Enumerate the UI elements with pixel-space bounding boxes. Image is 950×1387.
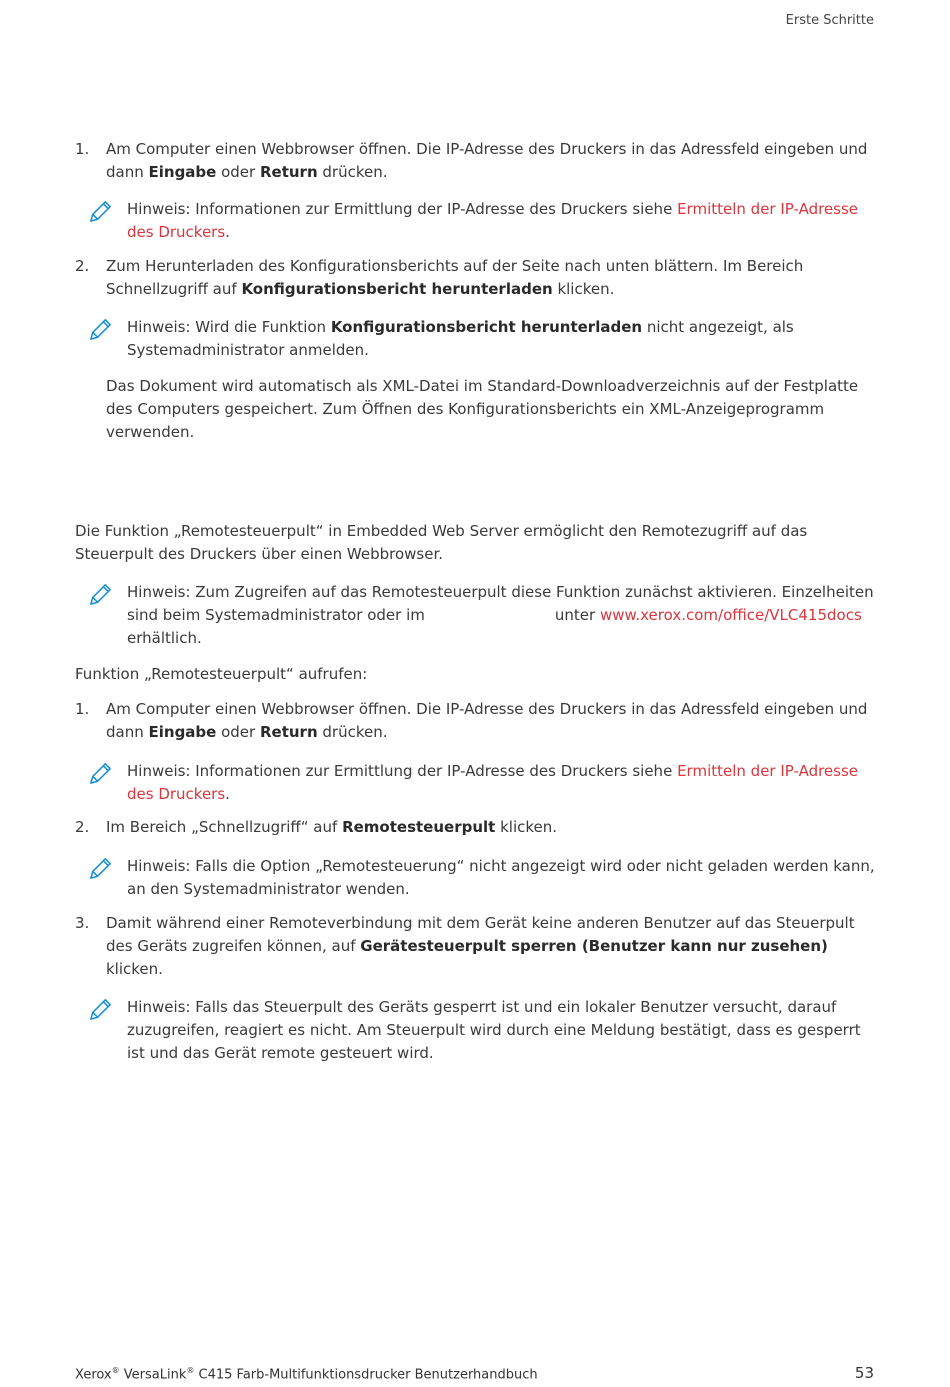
text-run: drücken. xyxy=(317,163,388,181)
text-run: Am Computer einen Webbrowser öffnen. Die IP-Adresse des Druckers in das Adressfeld eingeben und dann xyxy=(106,700,868,741)
text-run: oder xyxy=(216,723,260,741)
footer-document-title xyxy=(75,1366,538,1382)
text-run: Zum Herunterladen des Konfigurationsberichts auf der Seite nach unten blättern. Im Bereich Schnellzugriff auf xyxy=(106,257,804,298)
step-number: 2. xyxy=(75,257,90,275)
note xyxy=(87,316,875,362)
registered-mark: ® xyxy=(186,1366,195,1375)
step-number: 1. xyxy=(75,140,90,158)
ui-term: Eingabe xyxy=(148,723,217,741)
page-number: 53 xyxy=(854,1364,874,1382)
product-name: VersaLink xyxy=(119,1367,187,1383)
ui-term: Return xyxy=(259,163,318,181)
ui-term: Return xyxy=(259,723,318,741)
pencil-icon xyxy=(87,855,127,901)
ui-term: Gerätesteuerpult sperren (Benutzer kann nur zusehen) xyxy=(360,937,828,955)
note xyxy=(87,855,875,901)
pencil-icon xyxy=(87,316,127,362)
text-run: unter xyxy=(554,606,600,624)
step-number: 2. xyxy=(75,818,90,836)
list-item xyxy=(75,698,875,744)
title-text: C415 Farb-Multifunktionsdrucker Benutzerhandbuch xyxy=(194,1367,538,1383)
paragraph: Das Dokument wird automatisch als XML-Datei im Standard-Downloadverzeichnis auf der Festplatte des Computers gespeichert. Zum Öffnen des Konfigurationsberichts ein XML-Anzeigeprogramm verwenden. xyxy=(106,377,859,441)
text-run: . xyxy=(225,223,230,241)
text-run: Hinweis: Informationen zur Ermittlung der IP-Adresse des Druckers siehe xyxy=(127,200,678,218)
pencil-icon xyxy=(87,581,127,650)
text-run: klicken. xyxy=(106,960,163,978)
pencil-icon xyxy=(87,996,127,1065)
list-item xyxy=(75,255,875,301)
note xyxy=(87,198,875,244)
note-text xyxy=(127,760,875,806)
step-number: 1. xyxy=(75,700,90,718)
page-content xyxy=(75,138,875,1065)
note-text xyxy=(127,316,875,362)
ui-term: Konfigurationsbericht herunterladen xyxy=(241,280,553,298)
ui-term: Eingabe xyxy=(148,163,217,181)
note xyxy=(87,996,875,1065)
note xyxy=(87,581,875,650)
text-run: Hinweis: Zum Zugreifen auf das Remotesteuerpult diese Funktion zunächst aktivieren. Einzelheiten sind beim Systemadministrator oder im xyxy=(127,583,874,624)
url-link[interactable]: www.xerox.com/office/VLC415docs xyxy=(599,606,862,624)
text-run: Am Computer einen Webbrowser öffnen. Die IP-Adresse des Druckers in das Adressfeld eingeben und dann xyxy=(106,140,868,181)
cross-reference-link[interactable]: Ermitteln der IP-Adresse des Druckers xyxy=(127,200,859,241)
step-text xyxy=(106,912,875,981)
lead-paragraph: Funktion „Remotesteuerpult“ aufrufen: xyxy=(75,665,368,683)
note-text: Hinweis: Falls das Steuerpult des Geräts gesperrt ist und ein lokaler Benutzer versucht, darauf zuzugreifen, reagiert es nicht. Am Steuerpult wird durch eine Meldung bestätigt, dass es gesperrt ist und das Gerät remote gesteuert wird. xyxy=(127,998,861,1062)
text-run: klicken. xyxy=(495,818,558,836)
brand-name: Xerox xyxy=(75,1367,112,1383)
text-run: Hinweis: Wird die Funktion xyxy=(127,318,331,336)
list-item xyxy=(75,138,875,184)
note-text xyxy=(127,581,875,650)
intro-paragraph: Die Funktion „Remotesteuerpult“ in Embedded Web Server ermöglicht den Remotezugriff auf das Steuerpult des Druckers über einen Webbrowser. xyxy=(75,522,808,563)
text-run: oder xyxy=(216,163,260,181)
text-run: . xyxy=(225,785,230,803)
cross-reference-link[interactable]: Ermitteln der IP-Adresse des Druckers xyxy=(127,762,859,803)
text-run: Im Bereich „Schnellzugriff“ auf xyxy=(106,818,343,836)
step-text xyxy=(106,255,875,301)
text-run: Hinweis: Informationen zur Ermittlung der IP-Adresse des Druckers siehe xyxy=(127,762,678,780)
step-text xyxy=(106,816,875,839)
step-number: 3. xyxy=(75,914,90,932)
text-run: Damit während einer Remoteverbindung mit dem Gerät keine anderen Benutzer auf das Steuerpult des Geräts zugreifen können, auf xyxy=(106,914,855,955)
registered-mark: ® xyxy=(111,1366,120,1375)
step-text xyxy=(106,138,875,184)
note-text xyxy=(127,198,875,244)
text-run: nicht angezeigt, als Systemadministrator anmelden. xyxy=(127,318,794,359)
running-header: Erste Schritte xyxy=(785,13,874,28)
ui-term: Remotesteuerpult xyxy=(342,818,496,836)
text-run: drücken. xyxy=(317,723,388,741)
ui-term: Konfigurationsbericht herunterladen xyxy=(330,318,643,336)
list-item xyxy=(75,816,875,839)
step-text xyxy=(106,698,875,744)
pencil-icon xyxy=(87,198,127,244)
note xyxy=(87,760,875,806)
note-text: Hinweis: Falls die Option „Remotesteuerung“ nicht angezeigt wird oder nicht geladen werden kann, an den Systemadministrator wenden. xyxy=(127,857,875,898)
text-run: klicken. xyxy=(552,280,615,298)
text-run: erhältlich. xyxy=(127,629,202,647)
pencil-icon xyxy=(87,760,127,806)
list-item xyxy=(75,912,875,981)
